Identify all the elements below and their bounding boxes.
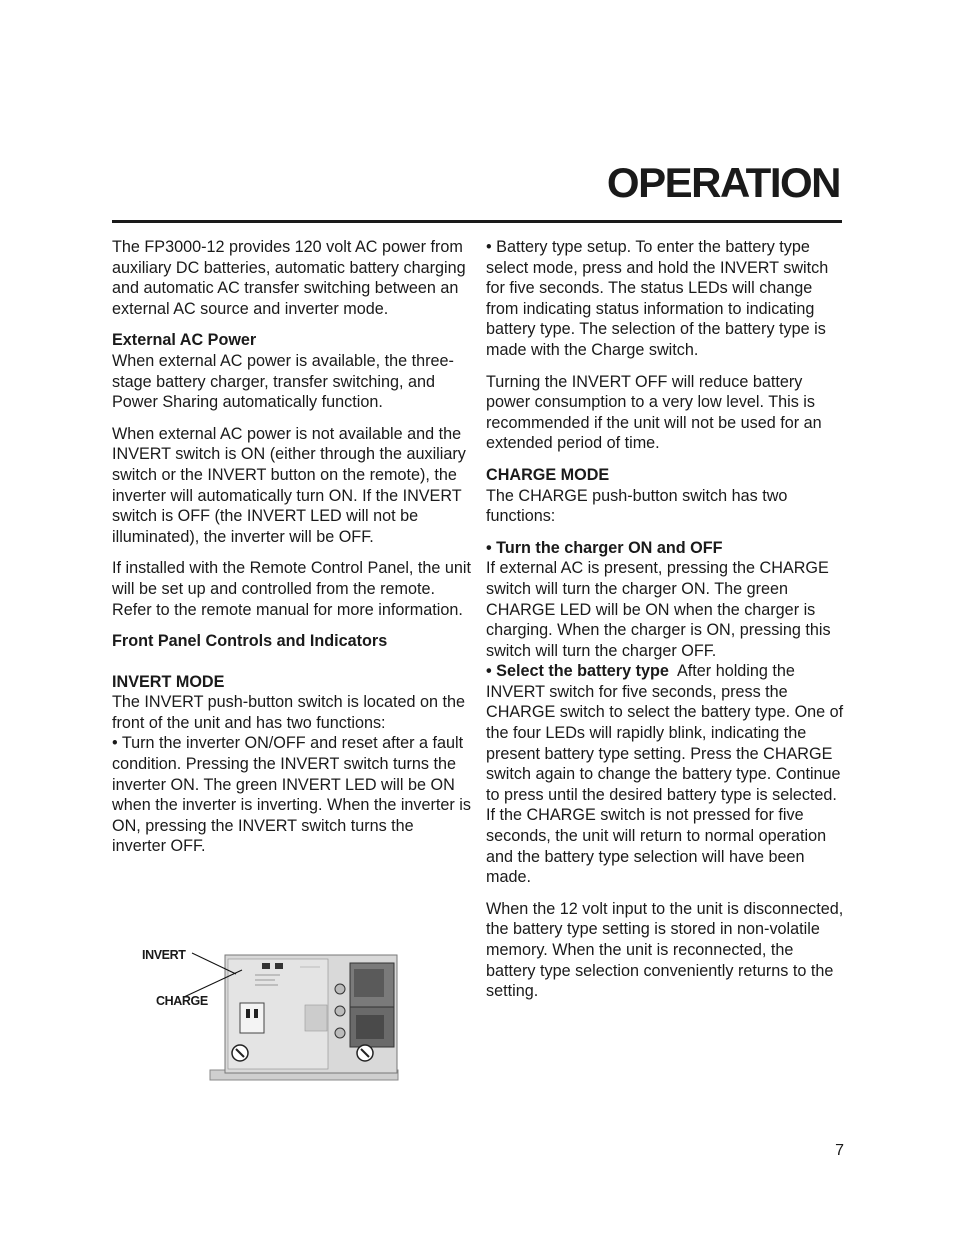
front-panel-figure: [140, 945, 410, 1085]
title-divider: [112, 220, 842, 223]
external-ac-heading: External AC Power: [112, 331, 257, 350]
invert-mode-text-2: • Turn the inverter ON/OFF and reset after a fault condition. Pressing the INVERT switch turns the inverter ON. The green INVERT LED will be ON when the inverter is inverting. When the inverter is ON, pressing the INVERT switch turns the inverter OFF.: [112, 734, 471, 856]
bullet-battery-text: After holding the INVERT switch for five seconds, press the CHARGE switch to select the battery type. One of the four LEDs will rapidly blink, indicating the present battery type setting. Press the CHARGE switch again to change the battery type. Continue to press until the desired battery type is selected. If the CHARGE switch is not pressed for five seconds, the unit will return to normal operation and the battery type selection will have been made.: [486, 662, 848, 887]
page-title: OPERATION: [606, 159, 840, 206]
invert-mode-section: [112, 672, 472, 857]
charger-bullets: [486, 538, 846, 888]
charge-mode-text: The CHARGE push-button switch has two functions:: [486, 486, 788, 526]
left-column: [112, 237, 472, 868]
invert-mode-text-1: The INVERT push-button switch is located on the front of the unit and has two functions:: [112, 693, 466, 732]
bullet-charger-heading: • Turn the charger ON and OFF: [486, 538, 723, 557]
bullet-battery-heading: • Select the battery type: [486, 662, 669, 681]
no-external-ac-paragraph: When external AC power is not available and the INVERT switch is ON (either through the auxiliary switch or the INVERT button on the remote), the inverter will automatically turn ON. If the INVERT switch is OFF (the INVERT LED will not be illuminated), the inverter will be OFF.: [112, 424, 466, 546]
invert-label: INVERT: [142, 948, 186, 962]
right-column: [486, 237, 846, 1013]
bullet-charger-text: If external AC is present, pressing the CHARGE switch will turn the charger ON. The green CHARGE LED will be ON when the charger is charging. When the charger is ON, pressing this switch will turn the charger OFF.: [486, 559, 831, 660]
front-panel-heading: Front Panel Controls and Indicators: [112, 632, 388, 651]
external-ac-section: [112, 330, 472, 412]
external-ac-text: When external AC power is available, the three-stage battery charger, transfer switching, and Power Sharing automatically function.: [112, 351, 454, 412]
charge-mode-heading: CHARGE MODE: [486, 465, 610, 484]
remote-panel-paragraph: If installed with the Remote Control Panel, the unit will be set up and controlled from the remote. Refer to the remote manual for more information.: [112, 559, 472, 619]
charge-mode-section: [486, 465, 846, 527]
page-number: 7: [835, 1142, 844, 1159]
inverter-front-panel-image: [140, 945, 410, 1085]
memory-paragraph: When the 12 volt input to the unit is disconnected, the battery type setting is stored in non-volatile memory. When the unit is reconnected, the battery type selection conveniently returns to the setting.: [486, 899, 844, 1001]
invert-mode-heading: INVERT MODE: [112, 672, 225, 691]
battery-setup-paragraph: • Battery type setup. To enter the battery type select mode, press and hold the INVERT switch for five seconds. The status LEDs will change from indicating status information to indicating battery type. The selection of the battery type is made with the Charge switch.: [486, 238, 829, 359]
charge-label: CHARGE: [156, 994, 208, 1008]
front-panel-section: [112, 631, 472, 652]
invert-off-paragraph: Turning the INVERT OFF will reduce battery power consumption to a very low level. This is recommended if the unit will not be used for an extended period of time.: [486, 372, 822, 453]
intro-paragraph: The FP3000-12 provides 120 volt AC power from auxiliary DC batteries, automatic battery charging and automatic AC transfer switching between an external AC source and inverter mode.: [112, 238, 466, 318]
